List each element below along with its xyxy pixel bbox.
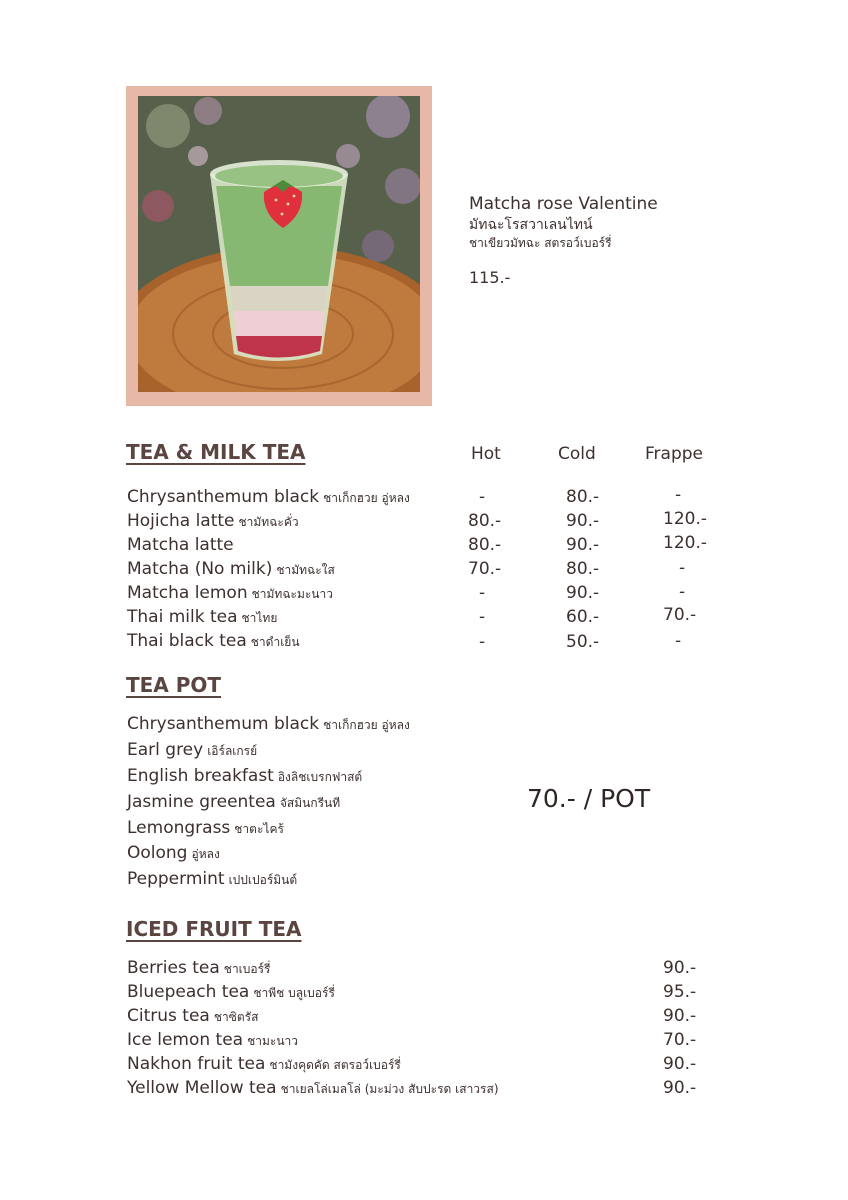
item-name: Matcha latte (127, 535, 234, 555)
item-name: Thai black tea (127, 631, 247, 651)
price-cold: 80.- (566, 559, 600, 579)
menu-item (127, 559, 335, 583)
item-name: Citrus tea (127, 1006, 210, 1026)
price-frappe: 70.- (663, 605, 697, 625)
item-name-thai: ชาซิตรัส (213, 1010, 259, 1024)
tea-pot-price: 70.- / POT (527, 784, 651, 813)
item-name-thai: ชามังคุดคัด สตรอว์เบอร์รี่ (269, 1058, 401, 1072)
item-name-thai: อู่หลง (191, 847, 220, 861)
price-cold: 60.- (566, 607, 600, 627)
item-name: Hojicha latte (127, 511, 235, 531)
item-name: Peppermint (127, 869, 225, 889)
menu-item (127, 631, 300, 655)
column-header-frappe: Frappe (645, 444, 703, 464)
menu-item (127, 740, 257, 764)
menu-item (127, 982, 335, 1006)
item-name: Chrysanthemum black (127, 714, 320, 734)
price-frappe: 120.- (663, 509, 707, 529)
item-name: Matcha (No milk) (127, 559, 273, 579)
item-name: Lemongrass (127, 818, 231, 838)
price-frappe: 120.- (663, 533, 707, 553)
item-name: Bluepeach tea (127, 982, 250, 1002)
item-name-thai: ชามัทฉะใส (276, 563, 335, 577)
item-price: 90.- (663, 1054, 697, 1074)
item-name-thai: ชาพีช บลูเบอร์รี่ (253, 986, 335, 1000)
item-name-thai: ชามะนาว (247, 1034, 299, 1048)
feature-desc-thai: ชาเขียวมัทฉะ สตรอว์เบอร์รี่ (469, 236, 612, 250)
item-name: Earl grey (127, 740, 204, 760)
item-price: 90.- (663, 1006, 697, 1026)
feature-name-thai: มัทฉะโรสวาเลนไทน์ (469, 217, 593, 233)
item-name: Matcha lemon (127, 583, 248, 603)
price-hot: 80.- (468, 511, 502, 531)
column-header-hot: Hot (471, 444, 501, 464)
menu-item (127, 869, 297, 893)
section-title-iced-fruit-tea: ICED FRUIT TEA (126, 917, 302, 941)
item-name-thai: ชาไทย (241, 611, 278, 625)
menu-item (127, 535, 238, 559)
item-name-thai: ชามัทฉะคั่ว (238, 515, 299, 529)
price-hot: - (479, 583, 486, 603)
price-hot: 80.- (468, 535, 502, 555)
menu-item (127, 583, 333, 607)
item-name: Thai milk tea (127, 607, 238, 627)
menu-item (127, 766, 362, 790)
item-name: Chrysanthemum black (127, 487, 320, 507)
item-name-thai: อิงลิชเบรกฟาสต์ (277, 770, 363, 784)
price-frappe: - (675, 631, 682, 651)
item-name-thai: ชาดำเย็น (250, 635, 300, 649)
item-name-thai: เอิร์ลเกรย์ (207, 744, 258, 758)
price-hot: - (479, 632, 486, 652)
item-name-thai: ชาเก็กฮวย อู่หลง (323, 491, 410, 505)
menu-item (127, 607, 277, 631)
menu-item (127, 1006, 258, 1030)
section-title-tea-milk-tea: TEA & MILK TEA (126, 440, 306, 464)
menu-item (127, 487, 410, 511)
item-name-thai: ชาตะไคร้ (234, 822, 284, 836)
feature-photo-frame (126, 86, 432, 406)
price-frappe: - (679, 582, 686, 602)
item-name: Yellow Mellow tea (127, 1078, 277, 1098)
item-price: 70.- (663, 1030, 697, 1050)
menu-item (127, 714, 410, 738)
column-header-cold: Cold (558, 444, 596, 464)
item-name-thai: ชาเยลโล่เมลโล่ (มะม่วง สับปะรด เสาวรส) (280, 1082, 499, 1096)
feature-description (469, 193, 658, 287)
menu-item (127, 792, 340, 816)
item-name: Nakhon fruit tea (127, 1054, 266, 1074)
menu-item (127, 818, 284, 842)
price-hot: 70.- (468, 559, 502, 579)
price-hot: - (479, 487, 486, 507)
item-price: 90.- (663, 1078, 697, 1098)
menu-item (127, 1030, 298, 1054)
price-frappe: - (675, 485, 682, 505)
price-cold: 80.- (566, 487, 600, 507)
item-price: 90.- (663, 958, 697, 978)
price-cold: 90.- (566, 535, 600, 555)
item-name-thai: ชามัทฉะมะนาว (251, 587, 333, 601)
menu-item (127, 1078, 499, 1102)
item-name: Oolong (127, 843, 188, 863)
menu-item (127, 843, 220, 867)
item-name: English breakfast (127, 766, 274, 786)
price-hot: - (479, 607, 486, 627)
feature-price: 115.- (469, 268, 511, 287)
item-name: Berries tea (127, 958, 220, 978)
item-price: 95.- (663, 982, 697, 1002)
price-cold: 90.- (566, 511, 600, 531)
menu-item (127, 511, 299, 535)
item-name-thai: จัสมินกรีนที (279, 796, 341, 810)
item-name: Jasmine greentea (127, 792, 276, 812)
item-name-thai: เปปเปอร์มินต์ (228, 873, 298, 887)
item-name-thai: ชาเก็กฮวย อู่หลง (323, 718, 410, 732)
price-cold: 50.- (566, 632, 600, 652)
menu-item (127, 958, 271, 982)
menu-item (127, 1054, 401, 1078)
price-frappe: - (679, 558, 686, 578)
item-name: Ice lemon tea (127, 1030, 244, 1050)
item-name-thai: ชาเบอร์รี่ (223, 962, 271, 976)
feature-name: Matcha rose Valentine (469, 194, 658, 214)
matcha-strawberry-drink-photo (138, 96, 420, 392)
section-title-tea-pot: TEA POT (126, 673, 222, 697)
price-cold: 90.- (566, 583, 600, 603)
